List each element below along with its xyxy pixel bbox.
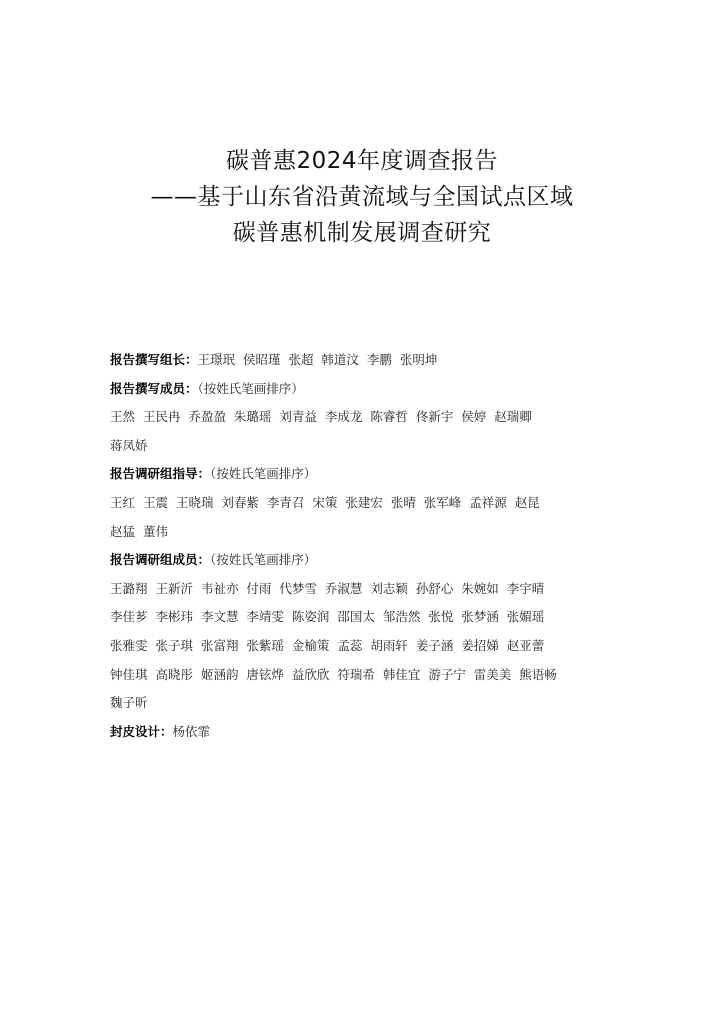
writing-members-heading xyxy=(110,375,630,404)
writing-leaders-line xyxy=(110,346,630,375)
research-advisors-names-1: 王红 王震 王晓瑞 刘春紫 李青召 宋策 张建宏 张晴 张军峰 孟祥源 赵昆 xyxy=(110,494,540,510)
writing-members-note: （按姓氏笔画排序） xyxy=(197,380,304,396)
research-members-label: 报告调研组成员： xyxy=(110,552,211,568)
writing-leaders-label: 报告撰写组长： xyxy=(110,352,198,367)
credits-section xyxy=(110,346,630,746)
research-advisors-heading xyxy=(110,460,630,489)
writing-members-names-2: 蒋凤娇 xyxy=(110,437,148,453)
research-advisors-note: （按姓氏笔画排序） xyxy=(210,466,317,482)
writing-leaders-names: 王璟珉 侯昭瑾 张超 韩道汶 李鹏 张明坤 xyxy=(197,352,438,367)
research-members-names-3: 张雅雯 张子琪 张富翔 张紫瑶 金榆策 孟蕊 胡雨轩 姜子涵 姜招娣 赵亚蕾 xyxy=(110,637,545,653)
title-line-2: ——基于山东省沿黄流域与全国试点区域 xyxy=(150,184,574,210)
title-line-3: 碳普惠机制发展调查研究 xyxy=(232,220,492,246)
research-members-names-5: 魏子昕 xyxy=(110,695,148,711)
research-members-names-2: 李佳芗 李彬玮 李文慧 李靖雯 陈姿润 邵国太 邹浩然 张悦 张梦涵 张媚瑶 xyxy=(110,609,545,625)
title-line-1: 碳普惠2024年度调查报告 xyxy=(225,148,499,174)
writing-members-names-1: 王然 王民冉 乔盈盈 朱璐瑶 刘青益 李成龙 陈睿哲 佟新宇 侯婷 赵瑞卿 xyxy=(110,409,532,425)
report-title xyxy=(0,143,724,251)
research-members-heading xyxy=(110,546,630,575)
research-advisors-label: 报告调研组指导： xyxy=(110,466,211,482)
cover-design-label: 封皮设计： xyxy=(110,723,173,739)
research-members-names-4: 钟佳琪 高晓彤 姬涵韵 唐铉烨 益欣欣 符瑞希 韩佳宜 游子宁 雷美美 熊语畅 xyxy=(110,666,557,682)
cover-design-names: 杨依霏 xyxy=(172,723,211,739)
research-members-names-1: 王潞翔 王新沂 韦祉亦 付雨 代梦雪 乔淑慧 刘志颖 孙舒心 朱婉如 李宇晴 xyxy=(110,580,545,596)
cover-design-line xyxy=(110,718,630,747)
research-members-note: （按姓氏笔画排序） xyxy=(210,552,317,568)
research-advisors-names-2: 赵猛 董伟 xyxy=(110,523,168,539)
writing-members-label: 报告撰写成员： xyxy=(110,380,198,396)
